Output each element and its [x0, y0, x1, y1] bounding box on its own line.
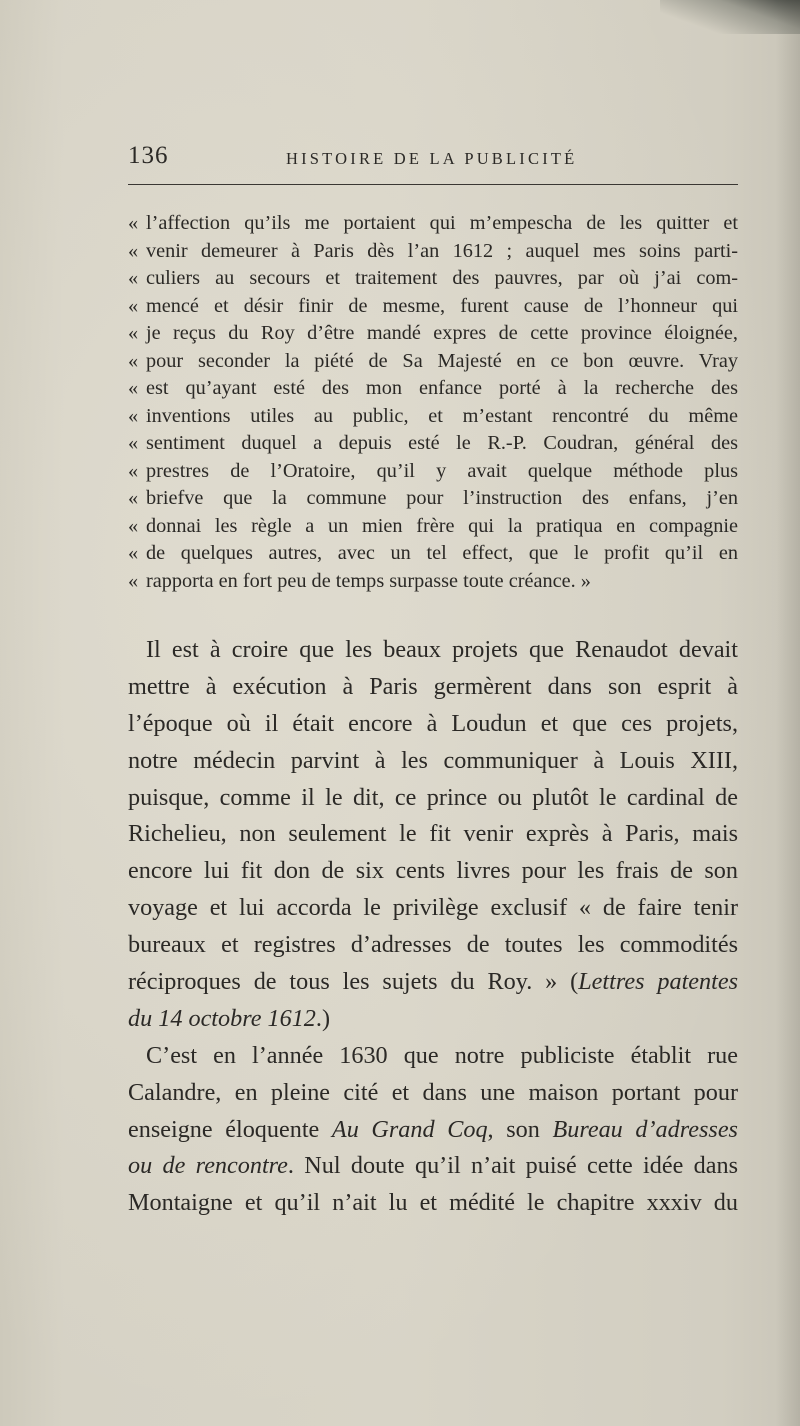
guillemet-mark: «: [128, 487, 139, 509]
page-number: 136: [128, 142, 169, 169]
guillemet-mark: «: [128, 322, 139, 344]
quotation-line: [128, 405, 738, 433]
guillemet-mark: «: [128, 569, 139, 592]
quotation-text: rapporta en fort peu de temps surpasse toute créance. »: [146, 569, 591, 592]
guillemet-mark: «: [128, 514, 139, 537]
quotation-line: [128, 377, 738, 405]
guillemet-mark: «: [128, 349, 139, 372]
quotation-text: inventions utiles au public, et m’estant rencontré du même: [146, 404, 738, 427]
quotation-line: [128, 542, 738, 570]
italic-sign-name: Au Grand Coq: [331, 1115, 488, 1143]
paragraph-line: [128, 968, 738, 1005]
body-text: [128, 636, 738, 1226]
paragraph-line: voyage et lui accorda le privilège exclusif « de faire tenir: [128, 894, 738, 922]
italic-bureau-name: ou de rencontre: [128, 1152, 288, 1180]
text-span: réciproques de tous les sujets du Roy. » (: [128, 968, 579, 996]
paragraph-line: C’est en l’année 1630 que notre publiciste établit rue: [146, 1041, 738, 1069]
text-span: . Nul doute qu’il n’ait puisé cette idée dans: [287, 1152, 738, 1180]
text-span: , son: [487, 1115, 553, 1143]
page-edge-shadow: [776, 0, 800, 1426]
quotation-line: [128, 432, 738, 460]
quotation-line: [128, 295, 738, 323]
italic-citation: Lettres patentes: [578, 968, 738, 996]
guillemet-mark: «: [128, 239, 139, 262]
paragraph-line: l’époque où il était encore à Loudun et que ces projets,: [128, 709, 738, 737]
italic-bureau-name: Bureau d’adresses: [552, 1115, 738, 1143]
paragraph-line: mettre à exécution à Paris germèrent dans son esprit à: [128, 672, 738, 700]
header-rule: [128, 184, 738, 185]
quotation-text: venir demeurer à Paris dès l’an 1612 ; auquel mes soins parti-: [146, 239, 738, 262]
paragraph-line: [128, 1152, 738, 1189]
quotation-text: je reçus du Roy d’être mandé expres de cette province éloignée,: [146, 322, 738, 344]
quotation-text: culiers au secours et traitement des pauvres, par où j’ai com-: [146, 267, 738, 289]
paragraph-line: Il est à croire que les beaux projets que Renaudot devait: [146, 636, 738, 663]
paragraph-line: notre médecin parvint à les communiquer à Louis XIII,: [128, 746, 738, 774]
guillemet-mark: «: [128, 212, 139, 234]
quotation-line: [128, 212, 738, 240]
quotation-line: [128, 487, 738, 515]
paragraph-line: Calandre, en pleine cité et dans une maison portant pour: [128, 1078, 738, 1106]
quotation-line: [128, 267, 738, 295]
quotation-line: [128, 515, 738, 543]
paragraph-line: encore lui fit don de six cents livres pour les frais de son: [128, 857, 738, 885]
quotation-text: prestres de l’Oratoire, qu’il y avait quelque méthode plus: [146, 459, 738, 482]
quotation-text: briefve que la commune pour l’instruction des enfans, j’en: [146, 487, 738, 509]
guillemet-mark: «: [128, 432, 139, 454]
paragraph-line: Richelieu, non seulement le fit venir exprès à Paris, mais: [128, 820, 738, 848]
quotation-line: [128, 570, 738, 598]
paragraph-line: Montaigne et qu’il n’ait lu et médité le chapitre xxxiv du: [128, 1189, 738, 1217]
guillemet-mark: «: [128, 267, 139, 289]
guillemet-mark: «: [128, 459, 139, 482]
italic-citation: du 14 octobre 1612: [128, 1004, 316, 1032]
running-header: [128, 142, 738, 178]
guillemet-mark: «: [128, 377, 139, 399]
guillemet-mark: «: [128, 404, 139, 427]
paragraph-line: puisque, comme il le dit, ce prince ou plutôt le cardinal de: [128, 783, 738, 811]
quotation-text: mencé et désir finir de mesme, furent cause de l’honneur qui: [146, 294, 738, 317]
running-title: HISTOIRE DE LA PUBLICITÉ: [286, 149, 578, 168]
quotation-text: pour seconder la piété de Sa Majesté en ce bon œuvre. Vray: [146, 349, 738, 372]
quotation-text: de quelques autres, avec un tel effect, que le profit qu’il en: [146, 542, 738, 564]
quotation-line: [128, 460, 738, 488]
quotation-text: est qu’ayant esté des mon enfance porté à la recherche des: [146, 377, 738, 399]
quotation-line: [128, 240, 738, 268]
guillemet-mark: «: [128, 294, 139, 317]
text-span: enseigne éloquente: [128, 1115, 332, 1143]
quotation-text: l’affection qu’ils me portaient qui m’empescha de les quitter et: [146, 212, 738, 234]
paragraph-line: [128, 1116, 738, 1153]
quotation-text: donnai les règle a un mien frère qui la pratiqua en compagnie: [146, 514, 738, 537]
quotation-line: [128, 350, 738, 378]
paragraph-line: bureaux et registres d’adresses de toutes les commodités: [128, 931, 738, 959]
quotation-block: [128, 212, 738, 597]
text-span: .): [315, 1004, 330, 1032]
quotation-text: sentiment duquel a depuis esté le R.-P. Coudran, général des: [146, 432, 738, 454]
paragraph-line: [128, 1005, 738, 1042]
guillemet-mark: «: [128, 542, 139, 564]
quotation-line: [128, 322, 738, 350]
